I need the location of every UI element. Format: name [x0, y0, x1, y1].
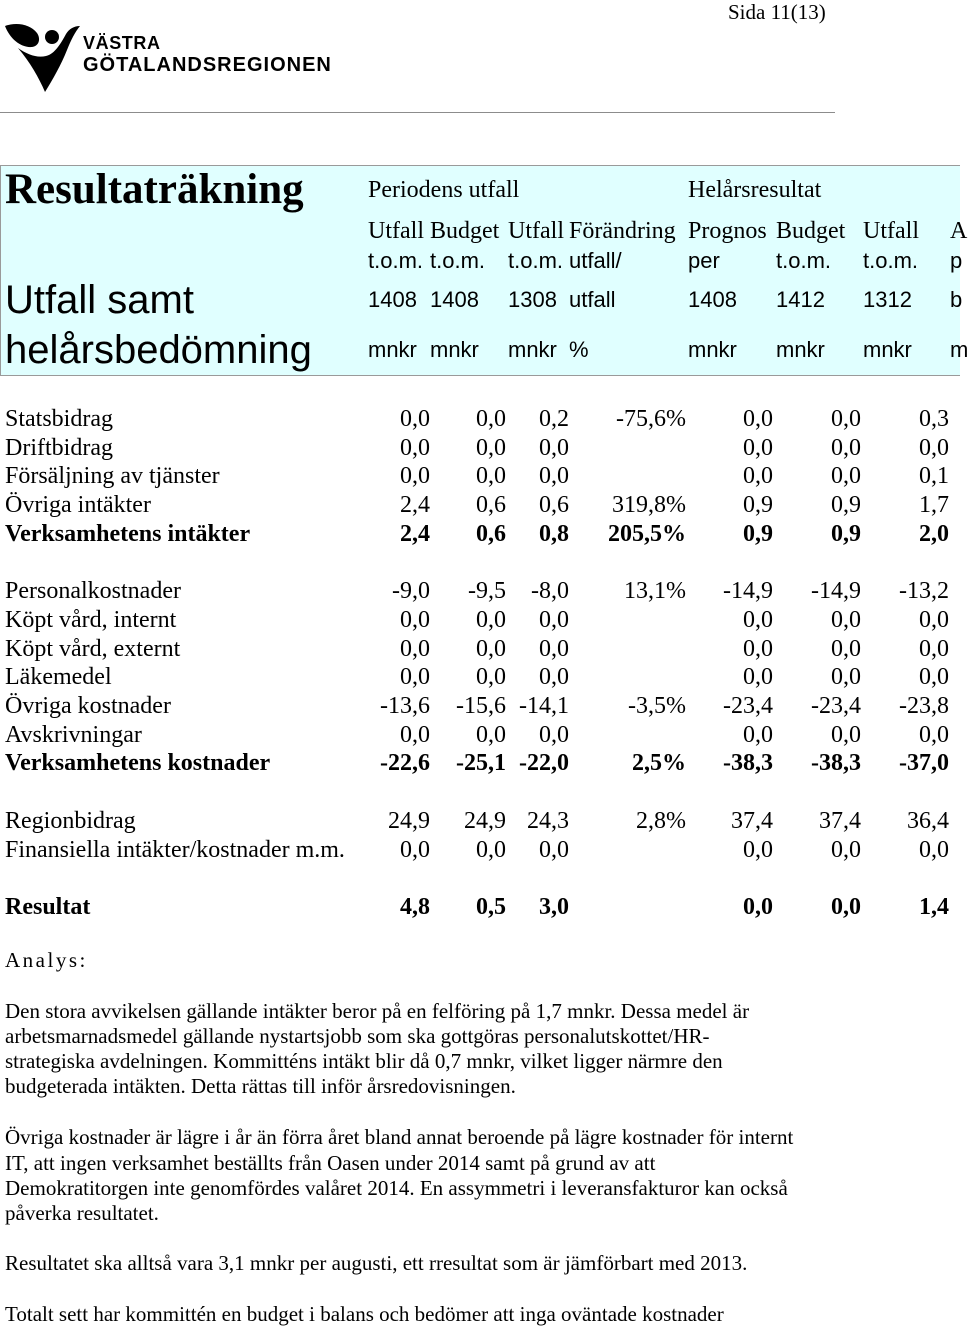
column-header: Förändring	[569, 218, 676, 244]
table-cell: -22,0	[519, 750, 569, 777]
paragraph-line: påverka resultatet.	[5, 1201, 159, 1225]
table-cell: 24,9	[464, 807, 506, 834]
table-cell: 0,0	[400, 664, 430, 691]
table-cell: 0,9	[831, 520, 861, 547]
column-header: per	[688, 248, 720, 273]
table-cell: 0,2	[539, 406, 569, 432]
column-header: Prognos	[688, 218, 767, 244]
table-cell: 24,3	[527, 807, 569, 834]
table-cell: 0,6	[539, 492, 569, 519]
table-cell: 0,0	[919, 606, 949, 633]
table-cell: 13,1%	[624, 578, 686, 605]
table-row	[0, 893, 960, 921]
column-header: mnkr	[430, 337, 479, 362]
table-cell: 0,0	[743, 721, 773, 748]
header-divider	[0, 112, 835, 113]
table-subtitle-line1: Utfall samt	[5, 278, 194, 322]
row-label: Verksamhetens kostnader	[5, 750, 271, 777]
row-label: Försäljning av tjänster	[5, 463, 220, 490]
table-cell: 0,0	[743, 893, 773, 920]
table-cell: -14,1	[519, 693, 569, 719]
table-cell: 0,0	[400, 606, 430, 633]
table-cell: 0,0	[743, 836, 773, 863]
table-cell: 0,0	[476, 721, 506, 748]
table-cell: 1,7	[919, 492, 949, 519]
row-label: Regionbidrag	[5, 807, 136, 834]
table-cell: 0,0	[539, 721, 569, 748]
table-cell: -14,9	[811, 578, 861, 605]
column-header: utfall/	[569, 248, 622, 273]
table-cell: 2,0	[919, 520, 949, 547]
table-cell: 36,4	[907, 807, 949, 834]
table-cell: 0,0	[539, 463, 569, 490]
paragraph-line: strategiska avdelningen. Kommitténs intäkt blir då 0,7 mnkr, vilket ligger närmre den	[5, 1049, 723, 1073]
table-cell: -3,5%	[628, 693, 686, 719]
table-cell: 0,0	[539, 606, 569, 633]
column-header: mnkr	[776, 337, 825, 362]
table-row	[0, 635, 960, 663]
table-cell: 0,0	[476, 406, 506, 432]
paragraph-line: Demokratitorgen inte genomfördes valåret 2014. En assymmetri i leveransfakturor kan också	[5, 1176, 788, 1200]
table-row	[0, 749, 960, 777]
column-headers	[0, 213, 968, 375]
table-row	[0, 491, 960, 519]
table-cell: 0,0	[831, 606, 861, 633]
column-header: A	[950, 218, 968, 244]
paragraph-line: IT, att ingen verksamhet beställts från Oasen under 2014 samt på grund av att	[5, 1151, 656, 1175]
table-cell: -13,2	[899, 578, 949, 605]
table-cell: 0,0	[476, 606, 506, 633]
column-header: mnkr	[863, 337, 912, 362]
table-cell: 2,8%	[636, 807, 686, 834]
table-row	[0, 405, 960, 433]
column-header: utfall	[569, 287, 616, 312]
table-cell: 0,0	[539, 635, 569, 662]
table-row	[0, 721, 960, 749]
column-header: t.o.m.	[430, 248, 486, 273]
column-header: t.o.m.	[863, 248, 919, 273]
column-header: t.o.m.	[508, 248, 564, 273]
table-cell: 0,0	[476, 664, 506, 691]
paragraph-line: Den stora avvikelsen gällande intäkter beror på en felföring på 1,7 mnkr. Dessa medel är	[5, 999, 750, 1023]
table-cell: 0,6	[476, 520, 506, 547]
table-row	[0, 692, 960, 720]
table-cell: 0,0	[919, 664, 949, 691]
row-label: Resultat	[5, 893, 91, 920]
column-header: Utfall	[368, 218, 424, 244]
table-cell: 0,0	[743, 463, 773, 490]
paragraph-line: budgeterada intäkten. Detta rättas till inför årsredovisningen.	[5, 1074, 516, 1098]
table-cell: 0,9	[831, 492, 861, 519]
column-header: %	[569, 337, 589, 362]
row-label: Övriga kostnader	[5, 693, 171, 719]
table-cell: 0,0	[476, 434, 506, 461]
table-cell: -75,6%	[616, 406, 686, 432]
table-cell: 0,0	[743, 635, 773, 662]
table-cell: 0,0	[743, 606, 773, 633]
table-cell: 2,4	[400, 520, 430, 547]
table-cell: 0,0	[919, 635, 949, 662]
table-title: Resultaträkning	[5, 166, 304, 213]
table-cell: 0,9	[743, 520, 773, 547]
table-cell: -14,9	[723, 578, 773, 605]
table-cell: 0,0	[919, 434, 949, 461]
table-cell: 0,0	[831, 836, 861, 863]
table-cell: 0,0	[400, 836, 430, 863]
table-cell: -22,6	[380, 750, 430, 777]
column-header: 1408	[368, 287, 417, 312]
table-cell: 2,5%	[632, 750, 686, 777]
table-cell: 205,5%	[608, 520, 686, 547]
column-header: Budget	[430, 218, 500, 244]
table-cell: -25,1	[456, 750, 506, 777]
column-header: 1312	[863, 287, 912, 312]
paragraph-line: Övriga kostnader är lägre i år än förra året bland annat beroende på lägre kostnader för internt	[5, 1125, 794, 1149]
paragraph-line: Totalt sett har kommittén en budget i balans och bedömer att inga oväntade kostnader	[5, 1302, 724, 1326]
logo-text-line2: GÖTALANDSREGIONEN	[83, 54, 332, 76]
table-cell: 0,0	[476, 836, 506, 863]
column-header: 1408	[688, 287, 737, 312]
logo-icon	[4, 21, 80, 93]
table-subtitle-line2: helårsbedömning	[5, 328, 312, 372]
table-row	[0, 663, 960, 691]
column-header: mnkr	[368, 337, 417, 362]
table-cell: -23,8	[899, 693, 949, 719]
table-cell: -38,3	[811, 750, 861, 777]
table-cell: 0,6	[476, 492, 506, 519]
column-header: Utfall	[508, 218, 564, 244]
column-header: m	[950, 337, 968, 362]
analysis-heading: Analys:	[5, 948, 88, 972]
column-header: 1408	[430, 287, 479, 312]
table-cell: 0,0	[831, 406, 861, 432]
table-cell: -8,0	[531, 578, 569, 605]
table-cell: 0,0	[476, 635, 506, 662]
table-cell: 0,0	[400, 463, 430, 490]
table-cell: -9,5	[468, 578, 506, 605]
table-cell: 0,0	[831, 434, 861, 461]
table-row	[0, 836, 960, 864]
table-row	[0, 520, 960, 548]
row-label: Statsbidrag	[5, 406, 113, 432]
group-header-period: Periodens utfall	[368, 177, 520, 203]
table-cell: 37,4	[819, 807, 861, 834]
table-cell: 0,0	[539, 434, 569, 461]
column-header: Budget	[776, 218, 846, 244]
table-cell: 0,0	[539, 664, 569, 691]
table-cell: 0,1	[919, 463, 949, 490]
table-cell: -13,6	[380, 693, 430, 719]
table-cell: -15,6	[456, 693, 506, 719]
row-label: Köpt vård, internt	[5, 606, 177, 633]
page-number: Sida 11(13)	[728, 0, 826, 24]
table-cell: 0,0	[831, 893, 861, 920]
table-cell: -9,0	[392, 578, 430, 605]
column-header: b	[950, 287, 963, 312]
table-cell: 0,0	[831, 635, 861, 662]
table-row	[0, 606, 960, 634]
table-cell: 0,0	[743, 406, 773, 432]
row-label: Köpt vård, externt	[5, 635, 181, 662]
column-header: Utfall	[863, 218, 919, 244]
table-cell: 319,8%	[612, 492, 686, 519]
row-label: Driftbidrag	[5, 434, 113, 461]
table-cell: 0,0	[831, 721, 861, 748]
table-cell: 0,0	[919, 836, 949, 863]
table-cell: -23,4	[811, 693, 861, 719]
table-cell: 0,0	[400, 721, 430, 748]
group-header-year: Helårsresultat	[688, 177, 822, 203]
table-row	[0, 434, 960, 462]
row-label: Verksamhetens intäkter	[5, 520, 251, 547]
column-header: t.o.m.	[776, 248, 832, 273]
table-cell: 0,0	[743, 434, 773, 461]
table-cell: 0,0	[476, 463, 506, 490]
table-cell: 0,9	[743, 492, 773, 519]
table-cell: 0,0	[400, 635, 430, 662]
table-row	[0, 577, 960, 605]
table-cell: 0,8	[539, 520, 569, 547]
logo-text-line1: VÄSTRA	[83, 33, 161, 53]
table-cell: 4,8	[400, 893, 430, 920]
table-cell: 0,0	[831, 664, 861, 691]
row-label: Övriga intäkter	[5, 492, 151, 519]
column-header: t.o.m.	[368, 248, 424, 273]
column-header: 1308	[508, 287, 557, 312]
table-cell: 0,5	[476, 893, 506, 920]
column-header: mnkr	[688, 337, 737, 362]
row-label: Läkemedel	[5, 664, 112, 691]
column-header: mnkr	[508, 337, 557, 362]
table-cell: 0,0	[400, 434, 430, 461]
table-cell: 1,4	[919, 893, 949, 920]
column-header: p	[950, 248, 963, 273]
table-cell: -37,0	[899, 750, 949, 777]
table-cell: 2,4	[400, 492, 430, 519]
table-cell: 0,0	[400, 406, 430, 432]
table-cell: -23,4	[723, 693, 773, 719]
table-cell: 3,0	[539, 893, 569, 920]
paragraph-line: Resultatet ska alltså vara 3,1 mnkr per augusti, ett rresultat som är jämförbart med 2013.	[5, 1251, 748, 1275]
table-cell: 0,3	[919, 406, 949, 432]
table-cell: 24,9	[388, 807, 430, 834]
row-label: Personalkostnader	[5, 578, 181, 605]
table-cell: -38,3	[723, 750, 773, 777]
paragraph-line: arbetsmarnadsmedel gällande nystartsjobb som ska gottgöras personalutskottet/HR-	[5, 1024, 710, 1048]
table-cell: 0,0	[539, 836, 569, 863]
column-header: 1412	[776, 287, 825, 312]
table-body	[0, 400, 960, 930]
table-row	[0, 807, 960, 835]
table-cell: 0,0	[919, 721, 949, 748]
table-cell: 37,4	[731, 807, 773, 834]
table-cell: 0,0	[831, 463, 861, 490]
row-label: Avskrivningar	[5, 721, 142, 748]
table-cell: 0,0	[743, 664, 773, 691]
row-label: Finansiella intäkter/kostnader m.m.	[5, 836, 345, 863]
table-row	[0, 462, 960, 490]
